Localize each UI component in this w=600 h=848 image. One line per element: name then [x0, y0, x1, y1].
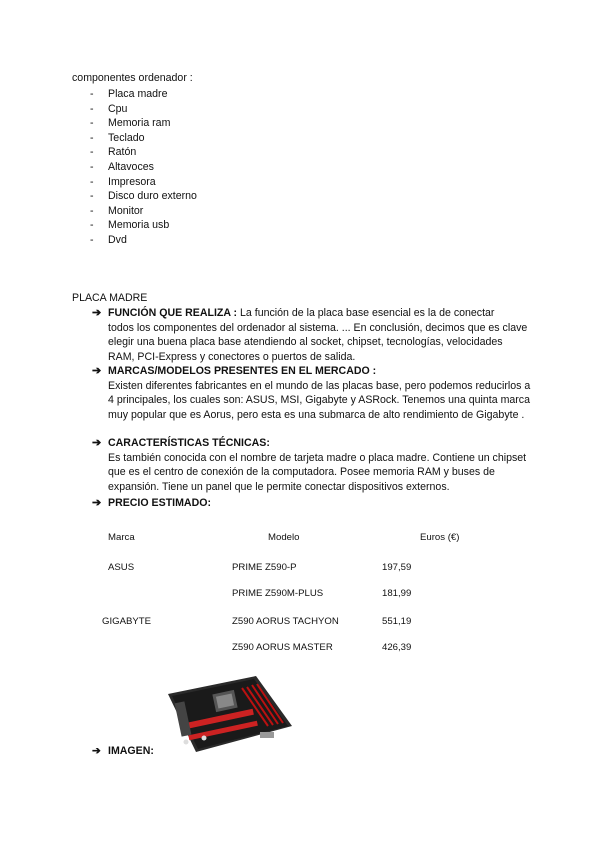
dash-bullet: -	[90, 131, 94, 144]
dash-bullet: -	[90, 219, 94, 232]
list-item	[90, 189, 197, 204]
table-cell-model: Z590 AORUS TACHYON	[232, 616, 339, 627]
component-label: Impresora	[108, 175, 156, 188]
section-heading-row	[92, 436, 532, 451]
section-block	[92, 436, 532, 494]
section-heading: MARCAS/MODELOS PRESENTES EN EL MERCADO :	[108, 365, 377, 377]
table-row	[100, 588, 500, 602]
dash-bullet: -	[90, 204, 94, 217]
list-item	[90, 131, 197, 146]
table-cell-brand: GIGABYTE	[102, 616, 152, 627]
dash-bullet: -	[90, 102, 94, 115]
table-header-model: Modelo	[268, 532, 300, 543]
table-cell-price: 181,99	[382, 588, 412, 599]
section-block	[92, 306, 532, 364]
table-cell-brand: ASUS	[108, 562, 135, 573]
list-item	[90, 102, 197, 117]
table-row	[100, 562, 500, 576]
dash-bullet: -	[90, 175, 94, 188]
arrow-icon: ➔	[92, 745, 101, 757]
section-heading-row	[92, 496, 532, 511]
image-heading-text: IMAGEN:	[108, 745, 154, 757]
dash-bullet: -	[90, 160, 94, 173]
intro-text: componentes ordenador :	[72, 72, 193, 84]
image-heading	[92, 745, 154, 757]
arrow-icon: ➔	[92, 365, 102, 377]
table-cell-price: 551,19	[382, 616, 412, 627]
section-heading: FUNCIÓN QUE REALIZA :	[108, 307, 238, 319]
dash-bullet: -	[90, 146, 94, 159]
section-block	[92, 496, 532, 511]
section-heading: CARACTERÍSTICAS TÉCNICAS:	[108, 437, 270, 449]
dash-bullet: -	[90, 117, 94, 130]
section-heading-row	[92, 306, 532, 321]
component-label: Ratón	[108, 146, 137, 159]
table-header-price: Euros (€)	[420, 532, 460, 543]
component-label: Monitor	[108, 204, 144, 217]
table-header-brand: Marca	[108, 532, 135, 543]
dash-bullet: -	[90, 190, 94, 203]
table-cell-model: Z590 AORUS MASTER	[232, 642, 333, 653]
component-label: Teclado	[108, 131, 145, 144]
section-heading: PRECIO ESTIMADO:	[108, 497, 211, 509]
list-item	[90, 145, 197, 160]
section-heading-row	[92, 364, 532, 379]
arrow-icon: ➔	[92, 497, 102, 509]
section-block	[92, 364, 532, 422]
section-title: PLACA MADRE	[72, 292, 148, 304]
table-cell-price: 197,59	[382, 562, 412, 573]
components-list	[90, 87, 197, 248]
component-label: Dvd	[108, 233, 127, 246]
component-label: Altavoces	[108, 160, 154, 173]
list-item	[90, 233, 197, 248]
list-item	[90, 175, 197, 190]
component-label: Cpu	[108, 102, 128, 115]
arrow-icon: ➔	[92, 437, 102, 449]
component-label: Memoria usb	[108, 219, 170, 232]
component-label: Placa madre	[108, 88, 168, 100]
section-body: todos los componentes del ordenador al sistema. ... En conclusión, decimos que es clave elegir una buena placa base atendiendo al socket, chipset, tecnologías, velocidades RAM, PCI-Express y conectores o puertos de salida.	[108, 321, 528, 363]
table-cell-model: PRIME Z590-P	[232, 562, 297, 573]
list-item	[90, 204, 197, 219]
component-label: Disco duro externo	[108, 190, 197, 203]
arrow-icon: ➔	[92, 307, 102, 319]
table-row	[100, 616, 500, 630]
list-item	[90, 87, 197, 102]
component-label: Memoria ram	[108, 117, 171, 130]
section-first-line: La función de la placa base esencial es la de conectar	[237, 307, 495, 319]
table-cell-price: 426,39	[382, 642, 412, 653]
list-item	[90, 160, 197, 175]
section-body: Es también conocida con el nombre de tarjeta madre o placa madre. Contiene un chipset que es el centro de conexión de la computadora. Posee memoria RAM y buses de expansión. Tiene un panel que le permite conectar dispositivos externos.	[108, 451, 527, 493]
motherboard-image	[160, 672, 296, 756]
table-row	[100, 642, 500, 656]
table-cell-model: PRIME Z590M-PLUS	[232, 588, 324, 599]
list-item	[90, 218, 197, 233]
dash-bullet: -	[90, 88, 94, 100]
dash-bullet: -	[90, 233, 94, 246]
section-body: Existen diferentes fabricantes en el mundo de las placas base, pero podemos reducirlos a 4 principales, los cuales son: ASUS, MSI, Gigabyte y ASRock. Tenemos una quinta marca muy popular que es Aorus, pero esta es una submarca de alto rendimiento de Gigabyte .	[108, 379, 531, 421]
list-item	[90, 116, 197, 131]
